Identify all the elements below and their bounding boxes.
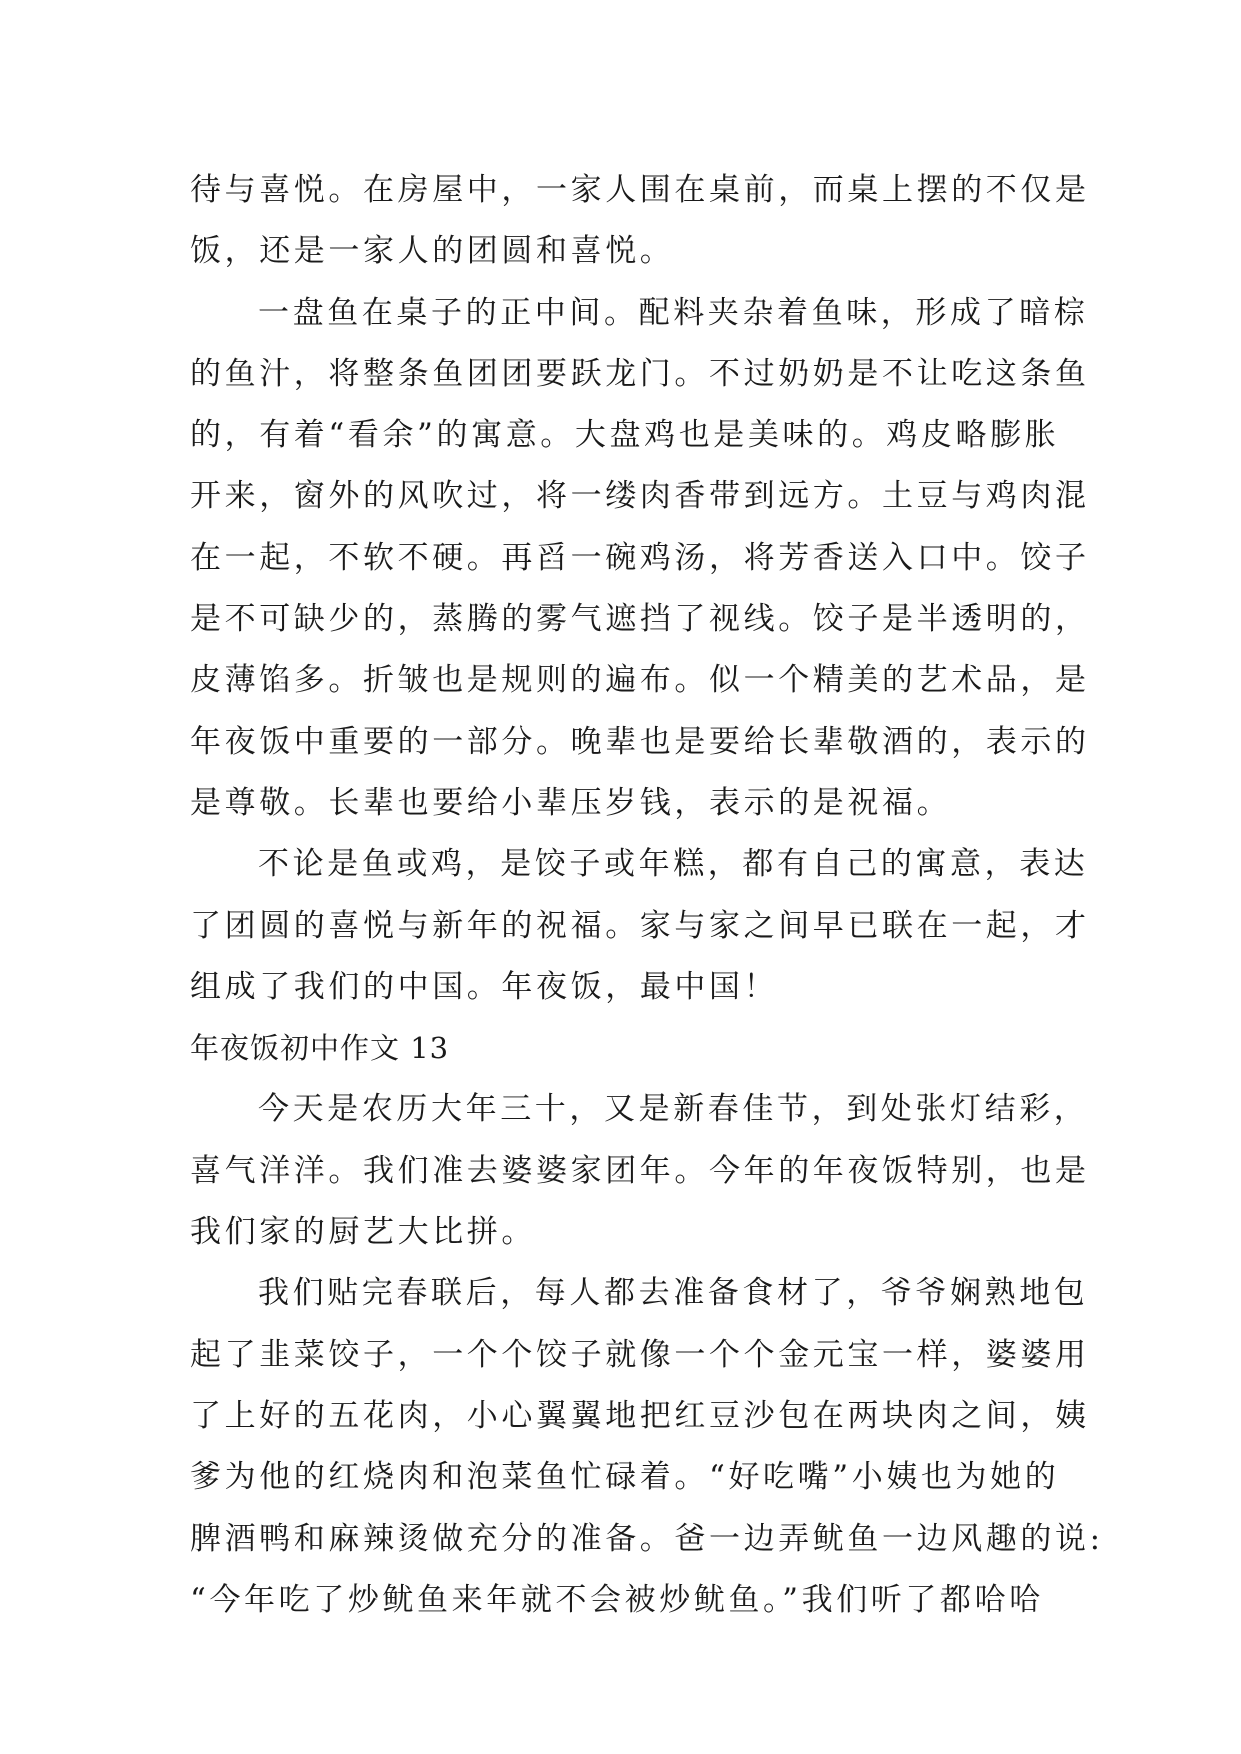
text-line: 年夜饭中重要的一部分。晚辈也是要给长辈敬酒的，表示的	[190, 723, 1090, 760]
text-line: 了上好的五花肉，小心翼翼地把红豆沙包在两块肉之间，姨	[190, 1397, 1090, 1434]
text-line: 喜气洋洋。我们准去婆婆家团年。今年的年夜饭特别，也是	[190, 1152, 1090, 1189]
text-line: 饭，还是一家人的团圆和喜悦。	[190, 233, 675, 270]
text-line: 的，有着“看余”的寓意。大盘鸡也是美味的。鸡皮略膨胀	[190, 417, 1060, 454]
text-line: 今天是农历大年三十，又是新春佳节，到处张灯结彩，	[258, 1091, 1089, 1128]
text-line: 的鱼汁，将整条鱼团团要跃龙门。不过奶奶是不让吃这条鱼	[190, 355, 1090, 392]
text-line: 一盘鱼在桌子的正中间。配料夹杂着鱼味，形成了暗棕	[258, 294, 1089, 331]
text-line: 在一起，不软不硬。再舀一碗鸡汤，将芳香送入口中。饺子	[190, 539, 1090, 576]
text-line: 开来，窗外的风吹过，将一缕肉香带到远方。土豆与鸡肉混	[190, 478, 1090, 515]
text-line: 起了韭菜饺子，一个个饺子就像一个个金元宝一样，婆婆用	[190, 1336, 1090, 1373]
text-line: 是不可缺少的，蒸腾的雾气遮挡了视线。饺子是半透明的，	[190, 601, 1090, 638]
text-line: 组成了我们的中国。年夜饭，最中国！	[190, 968, 779, 1005]
text-line: 脾酒鸭和麻辣烫做充分的准备。爸一边弄鱿鱼一边风趣的说:	[190, 1520, 1104, 1557]
text-line: 待与喜悦。在房屋中，一家人围在桌前，而桌上摆的不仅是	[190, 172, 1090, 208]
text-line: 是尊敬。长辈也要给小辈压岁钱，表示的是祝福。	[190, 784, 952, 821]
text-line: 爹为他的红烧肉和泡菜鱼忙碌着。“好吃嘴”小姨也为她的	[190, 1459, 1060, 1496]
text-line: 不论是鱼或鸡，是饺子或年糕，都有自己的寓意，表达	[258, 846, 1089, 883]
text-line: “今年吃了炒鱿鱼来年就不会被炒鱿鱼。”我们听了都哈哈	[190, 1581, 1044, 1618]
text-line: 了团圆的喜悦与新年的祝福。家与家之间早已联在一起，才	[190, 907, 1090, 944]
section-heading: 年夜饭初中作文 13	[190, 1031, 450, 1066]
document-body	[190, 160, 1104, 1631]
text-line: 皮薄馅多。折皱也是规则的遍布。似一个精美的艺术品，是	[190, 662, 1090, 699]
text-line: 我们贴完春联后，每人都去准备食材了，爷爷娴熟地包	[258, 1275, 1089, 1312]
text-line: 我们家的厨艺大比拼。	[190, 1214, 536, 1251]
